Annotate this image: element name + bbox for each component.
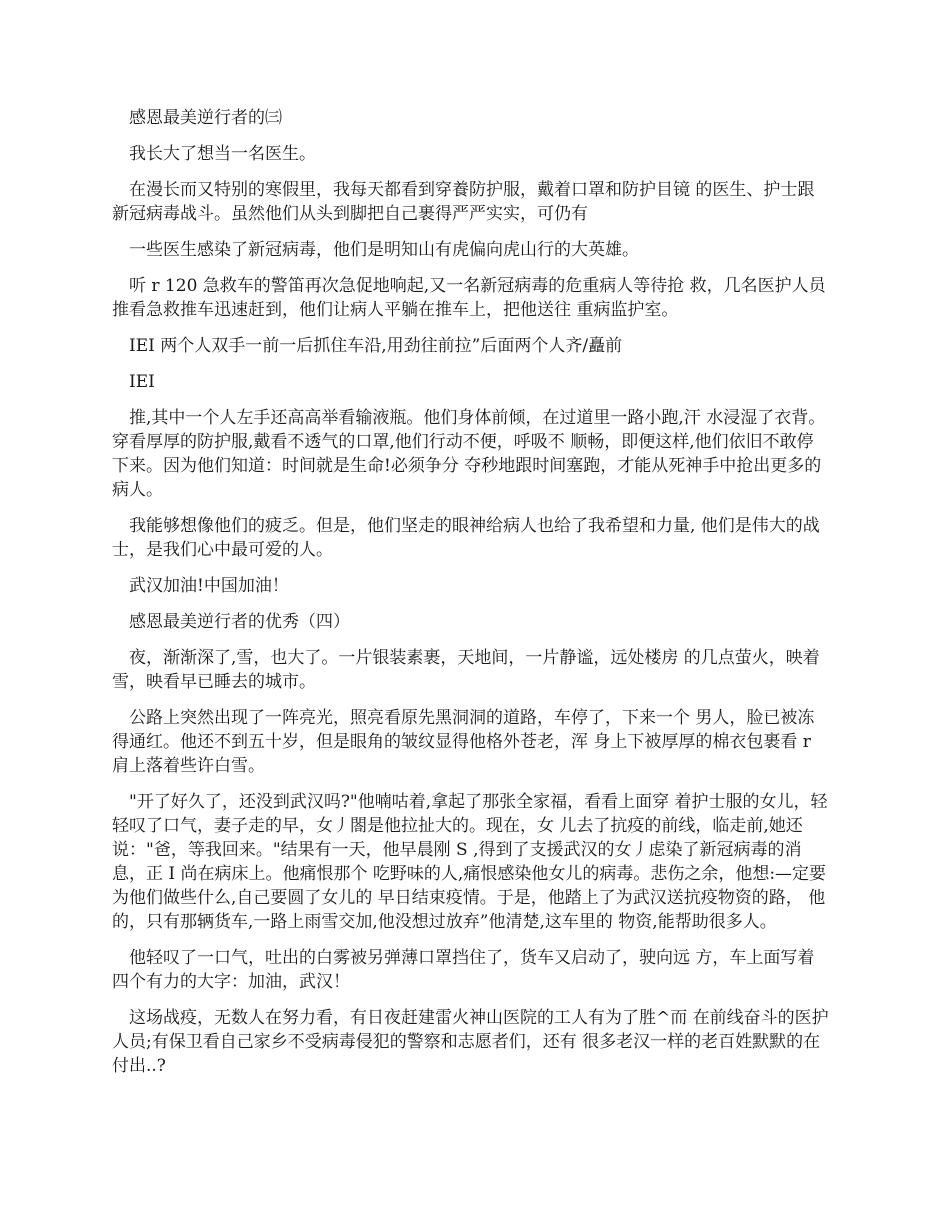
paragraph: "开了好久了，还没到武汉吗?"他喃咕着,拿起了那张全家福，看看上面穿 着护士服的女儿，轻轻叹了口气，妻子走的早，女丿閤是他拉扯大的。现在，女 儿去了抗疫的前线，临走前,她还说："爸，等我回来。"结果有一天，他早晨刚 S ,得到了支援武汉的女丿虑染了新冠病毒的消息，正 I 尚在病床上。他痛恨那个 吃野味的人,痛恨感染他女儿的病毒。悲伤之余，他想:—定要为他们做些什么,自己要圆了女儿的 早日结束疫情。于是，他踏上了为武汉送抗疫物资的路， 他的，只有那辆货车,一路上雨雪交加,他没想过放弃”他清楚,这车里的 物资,能帮助很多人。 [112,792,828,932]
paragraph: 我能够想像他们的疲乏。但是，他们坚走的眼神给病人也给了我希望和力量, 他们是伟大的战士，是我们心中最可爱的人。 [112,516,820,560]
paragraph: 公路上突然出现了一阵亮光，照亮看原先黑洞洞的道路，车停了，下来一个 男人，脸已被冻得通红。他还不到五十岁，但是眼角的皱纹显得他格外苍老，浑 身上下被厚厚的棉衣包裹看 r 肩上落着些许白雪。 [112,708,815,776]
paragraph: 这场战疫，无数人在努力看，有日夜赶建雷火神山医院的工人有为了胜^而 在前线奋斗的医护人员;有保卫看自己家乡不受病毒侵犯的警察和志愿者们，还有 很多老汉一样的老百姓默默的在付出..? [112,1008,829,1076]
paragraph: 武汉加油!中国加油！ [129,576,289,596]
paragraph: IEI [129,372,155,392]
paragraph: IEI 两个人双手一前一后抓住车沿,用劲往前拉”后面两个人齐/矗前 [129,336,623,356]
paragraph: 我长大了想当一名医生。 [129,144,316,164]
section-title-3: 感恩最美逆行者的㈢ [129,108,282,128]
paragraph: 推,其中一个人左手还高高举看输液瓶。他们身体前倾，在过道里一路小跑,汗 水浸湿了衣背。穿看厚厚的防护服,戴看不透气的口罩,他们行动不便，呼吸不 顺畅，即便这样,他们依旧不敢停下来。因为他们知道：时间就是生命!必须争分 夺秒地跟时间塞跑，才能从死神手中抢出更多的病人。 [112,408,826,500]
paragraph: 听 r 120 急救车的警笛再次急促地响起,又一名新冠病毒的危重病人等待抢 救，几名医护人员推看急救推车迅速赶到，他们让病人平躺在推车上，把他送往 重病监护室。 [112,276,826,320]
paragraph: 一些医生感染了新冠病毒，他们是明知山有虎偏向虎山行的大英雄。 [129,240,639,260]
paragraph: 他轻叹了一口气，吐出的白雾被另弹薄口罩挡住了，货车又启动了，驶向远 方，车上面写着四个有力的大字：加油，武汉！ [112,948,815,992]
document-body [112,106,830,1090]
paragraph: 夜，渐渐深了,雪，也大了。一片银装素裹，天地间，一片静谧，远处楼房 的几点萤火，映着雪，映看早已睡去的城市。 [112,648,820,692]
paragraph: 在漫长而又特别的寒假里，我每天都看到穿養防护服，戴着口罩和防护目镜 的医生、护士跟新冠病毒战斗。虽然他们从头到脚把自己裹得严严实实，可仍有 [112,180,815,224]
section-title-4: 感恩最美逆行者的优秀（四） [129,612,350,632]
